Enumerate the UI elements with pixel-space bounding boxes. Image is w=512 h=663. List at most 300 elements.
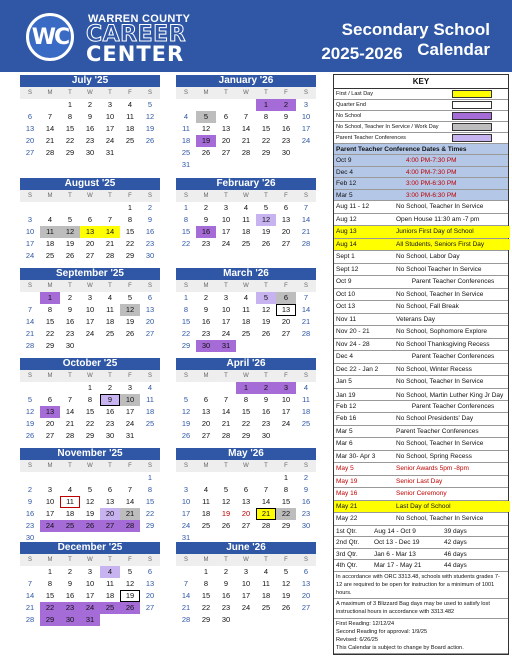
day-cell: 11 [242,215,250,224]
day-cell: 4 [107,293,113,302]
day-cell: 11 [106,579,114,588]
day-cell: 23 [261,419,271,428]
day-cell: 13 [301,579,311,588]
event-description: All Students, Seniors First Day [394,239,510,251]
key-panel [333,74,509,655]
weekday-label: M [203,373,209,379]
day-cell: 22 [241,419,251,428]
key-item [334,111,508,122]
weekday-label: M [47,557,53,563]
week-row [20,292,160,304]
week-row [176,123,316,135]
day-cell: 24 [105,136,115,145]
day-cell: 2 [223,567,229,576]
day-cell: 14 [221,407,231,416]
day-cell: 23 [65,329,75,338]
week-row [176,484,316,496]
day-cell: 24 [80,602,100,614]
day-cell [276,430,296,442]
weekday-label: M [203,463,209,469]
day-cell [100,472,120,484]
event-row [334,351,508,364]
day-cell: 3 [303,100,309,109]
event-description: No School, Teacher In Service [396,203,484,210]
day-cell: 28 [221,431,231,440]
day-cell [196,382,216,394]
reading-line: This Calendar is subject to change by Board action. [336,645,464,652]
day-cell: 17 [85,591,95,600]
event-date: May 21 [334,501,394,513]
day-cell: 6 [203,395,209,404]
day-cell: 24 [85,329,95,338]
week-row [20,472,160,484]
weekday-label: S [27,193,32,199]
day-cell: 6 [87,215,93,224]
event-date: Mar 5 [336,427,353,435]
week-row [20,340,160,352]
quarter-days: 44 days [444,562,467,569]
day-cell: 9 [283,112,289,121]
day-cell: 14 [45,124,55,133]
weekday-label: W [243,373,249,379]
quarter-row [334,537,508,549]
day-cell: 6 [283,203,289,212]
weekday-label: F [284,283,288,289]
day-cell: 6 [47,395,53,404]
weekday-label: F [284,463,288,469]
day-cell: 19 [25,419,35,428]
week-row [176,147,316,159]
weekday-label: T [224,557,228,563]
day-cell: 2 [303,473,309,482]
day-cell: 10 [105,112,115,121]
day-cell: 11 [126,112,134,121]
day-cell [196,472,216,484]
day-cell: 5 [256,292,276,304]
day-cell: 17 [301,124,311,133]
wc-logo-icon [26,13,74,61]
day-cell: 22 [45,329,55,338]
month-calendar [20,178,160,262]
day-cell: 1 [127,203,133,212]
day-cell: 16 [145,227,155,236]
day-cell: 1 [67,100,73,109]
day-cell: 31 [181,160,191,169]
event-date: Sept 1 [336,253,355,260]
day-cell: 15 [201,591,211,600]
week-row [176,614,316,626]
day-cell: 1 [256,99,276,111]
day-cell: 10 [281,395,291,404]
day-cell [20,566,40,578]
day-cell: 15 [181,317,191,326]
day-cell: 29 [40,614,60,626]
event-description: No School Thanksgiving Recess [396,340,490,348]
weekday-header [20,370,160,382]
day-cell: 17 [181,509,191,518]
event-date: May 16 [336,490,358,497]
event-date: Aug 14 [334,239,394,251]
month-calendar [20,542,160,626]
day-cell [296,614,316,626]
day-cell: 20 [85,239,95,248]
day-cell: 19 [85,509,95,518]
day-cell: 17 [281,407,291,416]
day-cell: 9 [67,305,73,314]
day-cell: 13 [40,406,60,418]
day-cell [256,614,276,626]
week-row [176,590,316,602]
day-cell: 22 [85,419,95,428]
day-cell: 30 [261,431,271,440]
weekday-label: S [27,283,32,289]
weekday-label: S [27,463,32,469]
day-cell: 5 [196,111,216,123]
day-cell: 18 [301,407,311,416]
day-cell [20,202,40,214]
day-cell: 12 [25,407,35,416]
day-cell: 28 [301,329,311,338]
day-cell: 5 [87,485,93,494]
weekday-label: W [243,463,249,469]
weekday-label: F [128,283,132,289]
week-row [176,566,316,578]
day-cell: 19 [261,227,271,236]
day-cell: 12 [201,124,211,133]
day-cell: 7 [183,579,189,588]
event-date: Sept 12 [336,265,359,273]
event-row [334,276,508,289]
day-cell: 2 [203,203,209,212]
day-cell: 27 [145,603,155,612]
day-cell: 26 [221,521,231,530]
day-cell: 18 [261,591,271,600]
week-row [176,292,316,304]
week-row [176,226,316,238]
weekday-label: T [68,463,72,469]
day-cell: 20 [100,508,120,520]
event-row [334,401,508,414]
quarter-range: Mar 17 - May 21 [374,562,422,569]
week-row [176,418,316,430]
quarter-q: 4th Qtr. [336,562,358,569]
day-cell: 3 [127,383,133,392]
day-cell: 8 [147,485,153,494]
day-cell: 27 [241,521,251,530]
event-description: No School, Teacher In Service [396,440,484,447]
weekday-header [20,554,160,566]
day-cell: 27 [281,329,291,338]
weekday-label: S [183,193,188,199]
month-calendar [20,448,160,544]
weekday-label: S [27,90,32,96]
day-cell: 3 [183,485,189,494]
day-cell: 11 [60,496,80,508]
day-cell: 20 [145,317,155,326]
week-row [20,418,160,430]
day-cell: 17 [85,317,95,326]
week-row [20,202,160,214]
event-date: May 22 [336,515,358,522]
day-cell: 25 [261,603,271,612]
day-cell: 22 [125,239,135,248]
week-row [20,250,160,262]
day-cell: 3 [243,567,249,576]
weekday-label: T [68,90,72,96]
day-cell: 16 [221,591,231,600]
day-cell: 28 [241,148,251,157]
day-cell: 9 [263,395,269,404]
day-cell: 13 [105,497,115,506]
weekday-label: M [203,283,209,289]
weekday-label: F [284,557,288,563]
day-cell: 24 [25,251,35,260]
day-cell: 3 [87,567,93,576]
day-cell: 25 [125,136,135,145]
day-cell: 29 [45,341,55,350]
day-cell: 17 [25,239,35,248]
week-row [20,123,160,135]
day-cell [256,472,276,484]
day-cell: 23 [25,521,35,530]
event-row [334,326,508,339]
day-cell: 28 [105,251,115,260]
day-cell [296,340,316,352]
day-cell [196,99,216,111]
day-cell: 30 [85,148,95,157]
ptc-date: Oct 9 [336,157,352,164]
week-row [176,135,316,147]
day-cell [20,472,40,484]
month-title: February '26 [176,178,316,190]
day-cell: 8 [243,395,249,404]
day-cell: 21 [25,329,35,338]
weekday-label: T [68,193,72,199]
ptc-time: 3:00 PM-6:30 PM [406,191,457,199]
day-cell: 22 [181,329,191,338]
day-cell [40,202,60,214]
day-cell: 27 [25,148,35,157]
day-cell: 10 [120,394,140,406]
quarter-row [334,549,508,561]
event-date: Jan 19 [336,391,356,399]
reading-line: Second Reading for approval: 1/9/25 [336,628,428,635]
day-cell [140,147,160,159]
day-cell: 14 [241,124,251,133]
day-cell: 12 [125,579,135,588]
key-item [334,89,508,100]
weekday-label: M [203,557,209,563]
quarter-q: 1st Qtr. [336,527,357,535]
day-cell: 26 [65,251,75,260]
week-row [20,520,160,532]
day-cell: 24 [241,603,251,612]
day-cell [276,340,296,352]
event-description: No School, Labor Day [396,253,460,260]
event-date: Oct 10 [336,290,356,298]
page-year: 2025-2026 [321,44,403,63]
day-cell: 22 [65,136,75,145]
day-cell: 7 [47,112,53,121]
day-cell: 30 [25,533,35,542]
ptc-date: Dec 4 [336,168,353,176]
day-cell: 24 [221,239,231,248]
day-cell: 28 [120,520,140,532]
weekday-label: S [183,90,188,96]
day-cell: 8 [283,485,289,494]
day-cell: 12 [281,579,291,588]
week-row [20,214,160,226]
day-cell: 19 [281,591,291,600]
logo-career-text: CAREER [86,22,187,47]
key-item [334,122,508,133]
day-cell: 27 [85,251,95,260]
week-row [176,316,316,328]
week-row [20,496,160,508]
day-cell: 26 [120,602,140,614]
month-title: May '26 [176,448,316,460]
weekday-label: W [243,193,249,199]
event-row [334,376,508,389]
day-cell: 9 [147,215,153,224]
week-row [20,508,160,520]
day-cell: 25 [241,329,251,338]
day-cell: 14 [25,317,35,326]
day-cell: 18 [145,407,155,416]
day-cell: 4 [47,215,53,224]
weekday-label: W [87,283,93,289]
quarter-row [334,560,508,572]
event-description: Parent Teacher Conferences [411,353,495,360]
day-cell: 30 [60,614,80,626]
event-description: Parent Teacher Conferences [411,402,495,410]
day-cell [140,430,160,442]
week-row [20,382,160,394]
weekday-header [176,190,316,202]
event-description: Senior Ceremony [396,490,447,497]
week-row [176,214,316,226]
event-row [334,251,508,264]
week-row [20,590,160,602]
event-description: Senior Awards 5pm -8pm [396,465,469,472]
day-cell: 15 [85,407,95,416]
weekday-label: S [183,557,188,563]
weekday-label: T [68,373,72,379]
week-row [176,430,316,442]
day-cell: 30 [221,615,231,624]
day-cell: 15 [145,497,155,506]
day-cell: 28 [45,148,55,157]
event-row [334,451,508,464]
month-calendar [20,268,160,352]
day-cell: 3 [87,293,93,302]
day-cell: 13 [145,305,155,314]
event-description: Open House 11:30 am -7 pm [396,215,480,223]
day-cell: 6 [27,112,33,121]
day-cell: 1 [203,567,209,576]
day-cell: 12 [60,226,80,238]
day-cell: 12 [85,497,95,506]
day-cell: 14 [301,215,311,224]
day-cell [100,614,120,626]
day-cell: 10 [85,579,95,588]
week-row [176,508,316,520]
ohio-note: In accordance with ORC 3313.48, schools with students grades 7-12 are required to be open for instruction for a minimum of 1001 hours. [334,572,508,600]
day-cell: 8 [87,395,93,404]
weekday-label: T [224,463,228,469]
day-cell: 29 [261,148,271,157]
weekday-label: M [203,90,209,96]
weekday-label: M [47,283,53,289]
day-cell: 6 [147,567,153,576]
day-cell: 29 [181,341,191,350]
weekday-label: S [27,557,32,563]
day-cell: 20 [25,136,35,145]
day-cell: 13 [221,124,231,133]
day-cell: 13 [80,226,100,238]
day-cell: 7 [107,215,113,224]
day-cell [80,472,100,484]
day-cell: 10 [85,305,95,314]
reading-line: Revised: 6/26/25 [336,636,378,643]
weekday-label: S [303,373,308,379]
weekday-label: S [183,373,188,379]
day-cell [176,472,196,484]
weekday-label: S [147,90,152,96]
day-cell [120,472,140,484]
day-cell: 10 [221,215,231,224]
day-cell: 7 [27,305,33,314]
day-cell: 4 [263,567,269,576]
weekday-label: W [87,463,93,469]
week-row [20,328,160,340]
weekday-label: T [264,193,268,199]
day-cell: 14 [125,497,135,506]
day-cell: 26 [281,603,291,612]
event-date: Dec 4 [336,353,353,360]
day-cell: 11 [262,579,270,588]
day-cell: 4 [147,383,153,392]
day-cell: 5 [127,567,133,576]
day-cell: 6 [147,293,153,302]
key-swatch [452,123,492,131]
day-cell: 24 [40,520,60,532]
week-row [176,328,316,340]
week-row [176,602,316,614]
week-row [20,578,160,590]
month-calendar [176,75,316,171]
day-cell: 3 [107,100,113,109]
day-cell: 9 [67,579,73,588]
day-cell [236,99,256,111]
day-cell: 15 [261,124,271,133]
event-date: Aug 12 [336,215,357,223]
week-row [176,520,316,532]
weekday-header [20,87,160,99]
event-row [334,301,508,314]
day-cell: 6 [243,485,249,494]
page-title: Secondary School Calendar [341,20,490,59]
day-cell: 19 [261,317,271,326]
event-date: Mar 6 [336,440,353,447]
day-cell: 9 [100,394,120,406]
day-cell: 16 [201,317,211,326]
day-cell [176,99,196,111]
weekday-label: W [243,283,249,289]
day-cell: 20 [301,591,311,600]
event-description: Parent Teacher Conferences [411,278,495,285]
day-cell: 7 [27,579,33,588]
